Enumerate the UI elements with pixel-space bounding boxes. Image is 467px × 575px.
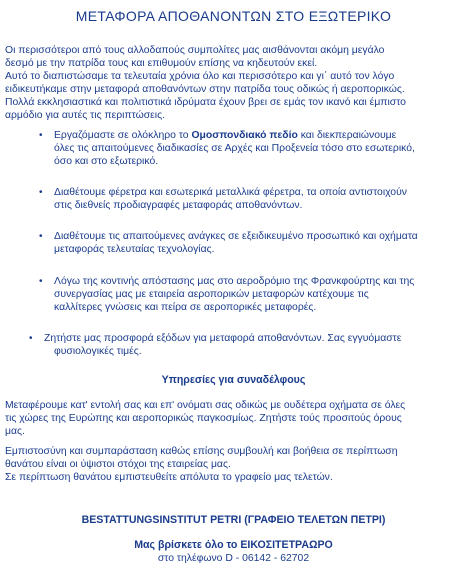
bullet-line: καλλίτερες γνώσεις και πείρα σε αεροπορικές μεταφορές. [54,302,317,313]
bullet-item-staff [39,230,454,256]
bullet-text: Εργαζόμαστε σε ολόκληρο το [54,130,192,141]
intro-line: δεσμό με την πατρίδα τους και επιθυμούν επίσης να κηδευτούν εκεί. [5,58,318,69]
company-name: BESTATTUNGSINSTITUT PETRI (ΓΡΑΦΕΙΟ ΤΕΛΕΤΩΝ ΠΕΤΡΙ) [81,514,386,526]
bullet-line: στις διεθνείς προδιαγραφές μεταφοράς αποθανόντων. [54,200,303,211]
bullet-item-quote [29,332,454,358]
bullet-icon: • [29,333,33,344]
bullet-line: Λόγω της κοντινής απόστασης μας στο αεροδρόμιο της Φρανκφούρτης και της [54,276,415,287]
availability-text: Μας βρίσκετε όλο το ΕΙΚΟΣΙΤΕΤΡΑΩΡΟ [134,539,333,551]
trust-paragraph [5,445,460,484]
trust-line: Σε περίπτωση θανάτου εμπιστευθείτε απόλυτα το γραφείο μας τελετών. [5,472,333,483]
bullet-icon: • [39,276,43,287]
bullet-item-federal [39,129,459,168]
bullet-line: Ζητήστε μας προσφορά εξόδων για μεταφορά αποθανόντων. Σας εγγυόμαστε [44,333,402,344]
bullet-line: Διαθέτουμε φέρετρα και εσωτερικά μεταλλικά φέρετρα, τα οποία αντιστοιχούν [54,187,407,198]
intro-line: αρμόδιο για αυτές τις περιπτώσεις. [5,110,165,121]
colleagues-line: Μεταφέρουμε κατ' εντολή σας και επ' ονόματι σας οδικώς με ουδέτερα οχήματα σε όλες [5,400,406,411]
colleagues-line: τις χώρες της Ευρώπης και αεροπορικώς παγκοσμίως. Ζητήστε τούς προσιτούς όρους [5,413,402,424]
colleagues-paragraph [5,399,460,438]
trust-line: Εμπιστοσύνη και συμπαράσταση καθώς επίσης συμβουλή και βοήθεια σε περίπτωση [5,446,398,457]
bullet-icon: • [39,231,43,242]
bullet-line: όλες τις απαιτούμενες διαδικασίες σε Αρχές και Προξενεία τόσο στο εσωτερικό, [54,143,415,154]
bullet-icon: • [39,130,43,141]
trust-line: θανάτου είναι οι ύψιστοι στόχοι της εταιρείας μας. [5,459,231,470]
bullet-line: φυσιολογικές τιμές. [54,346,142,357]
intro-line: ειδικευτήκαμε στην μεταφορά αποθανόντων στην πατρίδα τους οδικώς ή αεροπορικώς. [5,84,405,95]
bullet-item-airport [39,275,454,314]
bullet-line [54,129,459,142]
intro-line: Αυτό το διαπιστώσαμε τα τελευταία χρόνια όλο και περισσότερο και γι΄ αυτό τον λόγο [5,71,395,82]
bullet-icon: • [39,187,43,198]
intro-line: Πολλά εκκλησιαστικά και πολιτιστικά ιδρύματα έχουν βρει σε εμάς τον ικανό και έμπιστο [5,97,406,108]
colleagues-heading: Υπηρεσίες για συναδέλφους [161,374,306,386]
bullet-line: μεταφοράς τελευταίας τεχνολογίας. [54,244,215,255]
intro-paragraph [5,44,460,122]
bullet-line: Διαθέτουμε τις απαιτούμενες ανάγκες σε εξειδικευμένο προσωπικό και οχήματα [54,231,418,242]
bullet-line: όσο και στο εξωτερικό. [54,156,159,167]
page-title: ΜΕΤΑΦΟΡΑ ΑΠΟΘΑΝΟΝΤΩΝ ΣΤΟ ΕΞΩΤΕΡΙΚΟ [75,8,392,24]
bullet-emphasis: Ομοσπονδιακό πεδίο [191,130,298,141]
intro-line: Οι περισσότεροι από τους αλλοδαπούς συμπολίτες μας αισθάνονται ακόμη μεγάλο [5,45,385,56]
phone-number: στο τηλέφωνο D - 06142 - 62702 [157,553,310,564]
bullet-text: και διεκπεραιώνουμε [297,130,397,141]
bullet-line: συνεργασίας μας με εταιρεία αεροπορικών μεταφορών κατέχουμε τις [54,289,369,300]
bullet-item-coffins [39,186,454,212]
colleagues-line: μας. [5,426,25,437]
